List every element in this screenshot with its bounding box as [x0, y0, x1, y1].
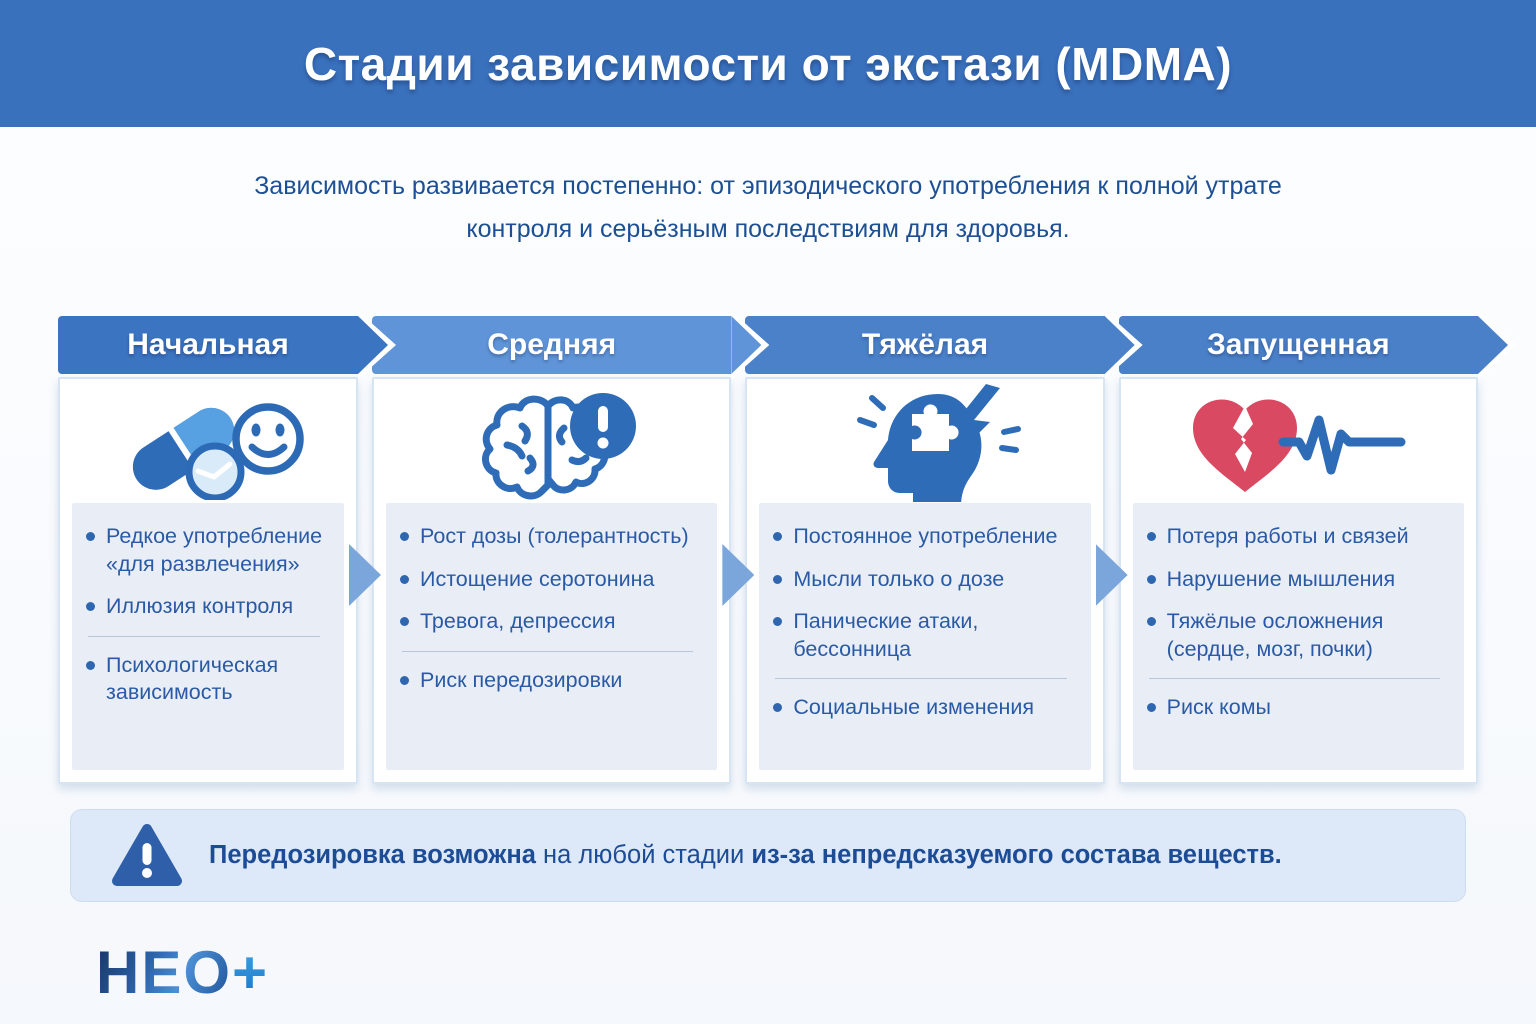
stage-bullet-item [773, 608, 1074, 663]
bullet-text: Тяжёлые осложнения (сердце, мозг, почки) [1166, 609, 1384, 661]
stage-list [773, 523, 1074, 722]
stage-list-box [72, 503, 344, 770]
stage-card [745, 377, 1104, 784]
bullet-dot-icon [1147, 617, 1156, 626]
bullet-text: Панические атаки, бессонница [793, 609, 979, 661]
bullet-text: Истощение серотонина [420, 566, 655, 591]
stage-bullet-item [400, 608, 701, 636]
bullet-text: Иллюзия контроля [106, 594, 294, 619]
page-title: Стадии зависимости от экстази (MDMA) [303, 37, 1233, 90]
bullet-dot-icon [773, 703, 782, 712]
logo [96, 938, 1536, 1007]
stage-header [745, 316, 1104, 374]
brain-alert-icon [374, 379, 729, 503]
page-header [0, 0, 1536, 127]
list-divider [88, 636, 320, 637]
stage-bullet-item [86, 593, 328, 621]
bullet-text: Риск передозировки [420, 667, 623, 692]
stage-header [1119, 316, 1478, 374]
list-divider [402, 651, 693, 652]
stage-list-box [759, 503, 1090, 770]
warning-banner [70, 809, 1466, 902]
stage-list-box [386, 503, 717, 770]
stages-row [58, 316, 1478, 784]
broken-heart-ecg-icon [1121, 379, 1476, 503]
warning-text [209, 841, 1282, 870]
stage-bullet-item [86, 652, 328, 707]
stage-bullet-item [1147, 566, 1448, 594]
pills-smiley-icon [60, 379, 356, 503]
bullet-dot-icon [1147, 575, 1156, 584]
list-divider [1149, 678, 1440, 679]
stage-bullet-item [1147, 523, 1448, 551]
logo-neo-text: НЕО [96, 939, 233, 1006]
intro-text: Зависимость развивается постепенно: от эпизодического употребления к полной утрате контроля и серьёзным последствиям для здоровья. [254, 172, 1282, 243]
stage-column-severe [745, 316, 1104, 784]
stage-header [372, 316, 731, 374]
stage-column-middle [372, 316, 731, 784]
list-divider [775, 678, 1066, 679]
stage-bullet-item [773, 694, 1074, 722]
stage-list [1147, 523, 1448, 722]
stage-header-label: Начальная [127, 328, 289, 361]
stage-card [372, 377, 731, 784]
stage-list [86, 523, 328, 707]
bullet-text: Психологическая зависимость [106, 652, 279, 705]
stage-header-label: Запущенная [1206, 328, 1390, 361]
bullet-dot-icon [1147, 532, 1156, 541]
stage-bullet-item [773, 523, 1074, 551]
stage-card [1119, 377, 1478, 784]
stage-bullet-item [400, 523, 701, 551]
bullet-text: Потеря работы и связей [1166, 524, 1409, 548]
bullet-dot-icon [773, 575, 782, 584]
stage-column-advanced [1119, 316, 1478, 784]
head-lightning-icon [747, 379, 1102, 503]
stage-bullet-item [1147, 608, 1448, 663]
bullet-dot-icon [773, 532, 782, 541]
warning-triangle-icon [111, 823, 183, 889]
stage-header-label: Тяжёлая [861, 328, 989, 361]
warning-text-segment: Передозировка возможна [209, 841, 536, 869]
bullet-dot-icon [400, 617, 409, 626]
bullet-text: Нарушение мышления [1166, 566, 1396, 591]
bullet-text: Рост дозы (толерантность) [420, 524, 689, 548]
stage-bullet-item [1147, 694, 1448, 722]
warning-text-segment: из-за непредсказуемого состава веществ. [751, 841, 1282, 869]
stage-header-label: Средняя [487, 328, 617, 361]
logo-plus-icon: + [232, 939, 270, 1006]
bullet-dot-icon [773, 617, 782, 626]
stage-bullet-item [400, 566, 701, 594]
bullet-dot-icon [86, 602, 95, 611]
stage-card [58, 377, 358, 784]
bullet-dot-icon [400, 575, 409, 584]
stage-column-initial [58, 316, 358, 784]
bullet-text: Тревога, депрессия [420, 609, 616, 634]
bullet-dot-icon [400, 532, 409, 541]
bullet-text: Редкое употребление «для развлечения» [106, 524, 323, 576]
stage-list [400, 523, 701, 694]
bullet-dot-icon [1147, 703, 1156, 712]
stage-header [58, 316, 358, 374]
bullet-text: Риск комы [1166, 695, 1271, 720]
stage-bullet-item [400, 667, 701, 695]
warning-text-segment: на любой стадии [535, 841, 752, 869]
stage-bullet-item [773, 566, 1074, 594]
bullet-dot-icon [86, 532, 95, 541]
bullet-dot-icon [86, 661, 95, 670]
bullet-text: Постоянное употребление [793, 524, 1058, 548]
stage-list-box [1133, 503, 1464, 770]
bullet-text: Социальные изменения [793, 695, 1035, 720]
bullet-text: Мысли только о дозе [793, 566, 1005, 591]
bullet-dot-icon [400, 676, 409, 685]
stage-bullet-item [86, 523, 328, 578]
